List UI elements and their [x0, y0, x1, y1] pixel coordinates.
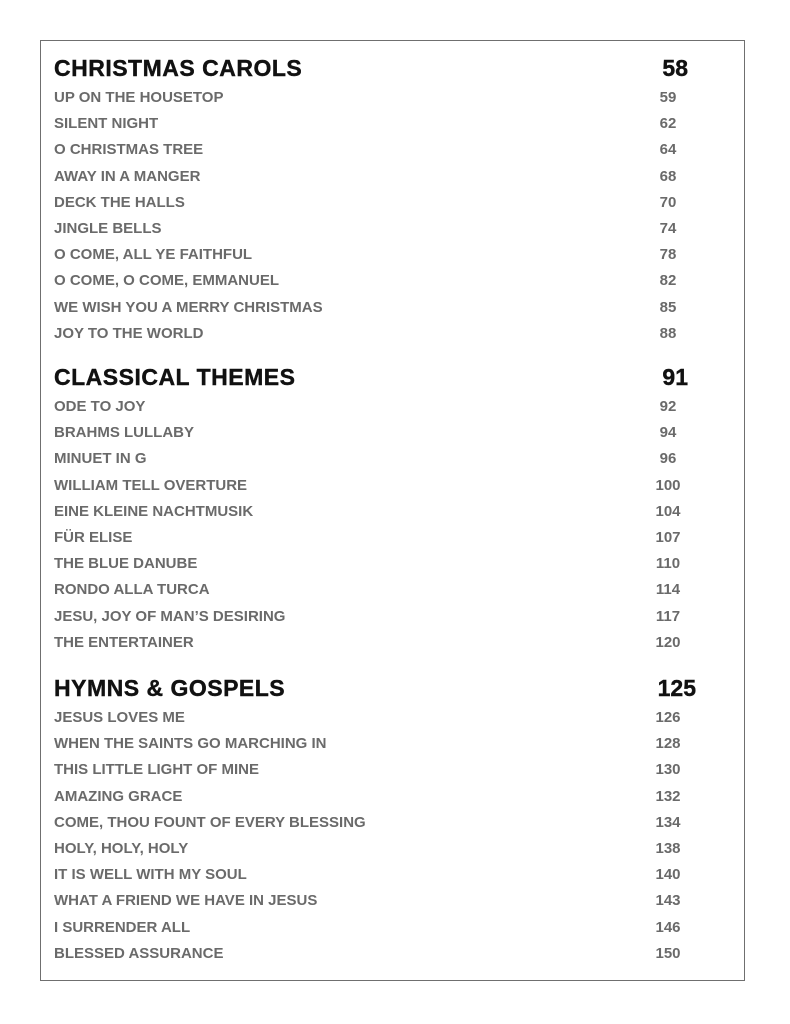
song-page-number: 68 [659, 167, 677, 185]
song-page-number: 128 [655, 735, 681, 753]
song-entry[interactable] [54, 190, 704, 216]
song-title: IT IS WELL WITH MY SOUL [54, 866, 247, 884]
song-entry[interactable] [54, 757, 704, 783]
song-entry[interactable] [54, 604, 704, 630]
song-entry[interactable] [54, 242, 704, 268]
song-title: AWAY IN A MANGER [54, 167, 201, 185]
song-page-number: 114 [655, 581, 681, 599]
song-page-number: 59 [659, 89, 677, 106]
song-page-number: 85 [659, 298, 677, 316]
song-title: WHEN THE SAINTS GO MARCHING IN [54, 735, 327, 753]
song-page-number: 150 [655, 944, 681, 962]
song-entry[interactable] [54, 784, 704, 810]
section-title: CHRISTMAS CAROLS [54, 55, 303, 81]
song-page-number: 100 [655, 476, 681, 494]
song-title: WHAT A FRIEND WE HAVE IN JESUS [54, 892, 318, 910]
song-entry[interactable] [54, 577, 704, 603]
song-list [54, 85, 704, 347]
section-title: HYMNS & GOSPELS [54, 675, 286, 701]
song-page-number: 96 [659, 450, 677, 468]
song-title: O COME, ALL YE FAITHFUL [54, 246, 253, 264]
song-page-number: 107 [655, 528, 681, 546]
song-page-number: 92 [659, 398, 677, 415]
section-heading [54, 55, 704, 83]
song-page-number: 143 [655, 892, 681, 910]
song-page-number: 117 [655, 607, 681, 625]
section-title: CLASSICAL THEMES [54, 364, 296, 390]
song-entry[interactable] [54, 420, 704, 446]
song-page-number: 78 [659, 246, 677, 264]
song-page-number: 82 [659, 272, 677, 290]
song-title: I SURRENDER ALL [54, 918, 191, 936]
song-title: WE WISH YOU A MERRY CHRISTMAS [54, 298, 323, 316]
song-entry[interactable] [54, 862, 704, 888]
song-list [54, 394, 704, 656]
song-entry[interactable] [54, 705, 704, 731]
song-title: EINE KLEINE NACHTMUSIK [54, 502, 254, 520]
section-classical-themes [54, 364, 704, 656]
song-entry[interactable] [54, 137, 704, 163]
song-page-number: 146 [655, 918, 681, 936]
song-title: FÜR ELISE [54, 528, 133, 546]
section-page-number: 125 [657, 675, 696, 701]
section-hymns-gospels [54, 675, 704, 967]
song-title: SILENT NIGHT [54, 115, 159, 133]
song-title: MINUET IN G [54, 450, 147, 468]
song-title: DECK THE HALLS [54, 193, 185, 211]
song-entry[interactable] [54, 295, 704, 321]
song-page-number: 120 [655, 633, 681, 651]
song-page-number: 138 [655, 839, 681, 857]
song-entry[interactable] [54, 85, 704, 111]
song-entry[interactable] [54, 321, 704, 347]
section-page-number: 91 [662, 364, 688, 390]
song-entry[interactable] [54, 525, 704, 551]
song-title: O CHRISTMAS TREE [54, 141, 204, 159]
song-page-number: 104 [655, 502, 681, 520]
song-page-number: 88 [659, 324, 677, 342]
song-entry[interactable] [54, 551, 704, 577]
song-page-number: 94 [659, 424, 677, 442]
song-entry[interactable] [54, 216, 704, 242]
section-page-number: 58 [662, 55, 688, 81]
song-title: COME, THOU FOUNT OF EVERY BLESSING [54, 813, 366, 831]
song-title: THE BLUE DANUBE [54, 555, 198, 573]
song-title: THE ENTERTAINER [54, 633, 194, 651]
song-entry[interactable] [54, 394, 704, 420]
song-page-number: 126 [655, 709, 681, 726]
song-entry[interactable] [54, 164, 704, 190]
song-title: BRAHMS LULLABY [54, 424, 194, 442]
song-title: THIS LITTLE LIGHT OF MINE [54, 761, 259, 779]
song-page-number: 70 [659, 193, 677, 211]
song-title: O COME, O COME, EMMANUEL [54, 272, 279, 290]
song-title: JESUS LOVES ME [54, 709, 185, 726]
song-entry[interactable] [54, 941, 704, 967]
song-title: HOLY, HOLY, HOLY [54, 839, 189, 857]
song-entry[interactable] [54, 915, 704, 941]
song-title: BLESSED ASSURANCE [54, 944, 224, 962]
song-list [54, 705, 704, 967]
song-title: JOY TO THE WORLD [54, 324, 204, 342]
song-title: WILLIAM TELL OVERTURE [54, 476, 248, 494]
song-page-number: 62 [659, 115, 677, 133]
song-page-number: 110 [655, 555, 681, 573]
song-entry[interactable] [54, 888, 704, 914]
song-entry[interactable] [54, 111, 704, 137]
song-title: JINGLE BELLS [54, 219, 162, 237]
song-page-number: 140 [655, 866, 681, 884]
song-entry[interactable] [54, 630, 704, 656]
song-title: UP ON THE HOUSETOP [54, 89, 224, 106]
song-title: RONDO ALLA TURCA [54, 581, 210, 599]
song-entry[interactable] [54, 836, 704, 862]
song-page-number: 134 [655, 813, 681, 831]
song-page-number: 132 [655, 787, 681, 805]
song-title: JESU, JOY OF MAN’S DESIRING [54, 607, 286, 625]
song-entry[interactable] [54, 731, 704, 757]
song-entry[interactable] [54, 268, 704, 294]
song-entry[interactable] [54, 499, 704, 525]
section-christmas-carols [54, 55, 704, 347]
section-heading [54, 364, 704, 392]
song-title: ODE TO JOY [54, 398, 146, 415]
section-heading [54, 675, 704, 703]
song-entry[interactable] [54, 446, 704, 472]
song-page-number: 74 [659, 219, 677, 237]
song-entry[interactable] [54, 810, 704, 836]
song-page-number: 64 [659, 141, 677, 159]
song-title: AMAZING GRACE [54, 787, 183, 805]
song-page-number: 130 [655, 761, 681, 779]
song-entry[interactable] [54, 473, 704, 499]
